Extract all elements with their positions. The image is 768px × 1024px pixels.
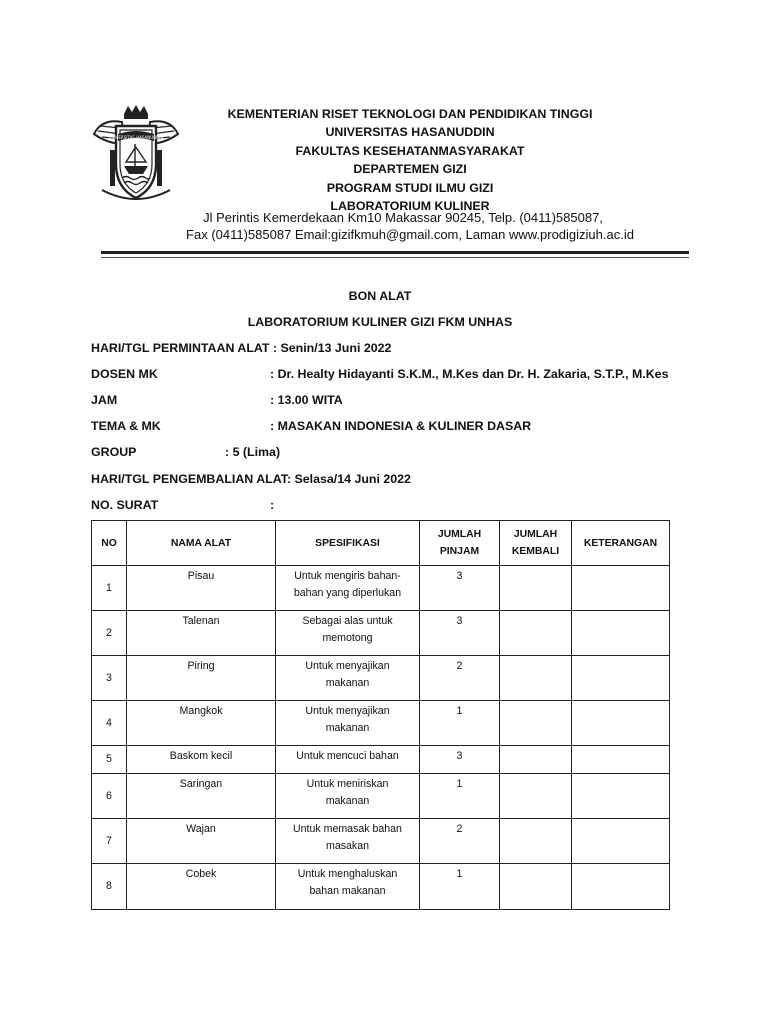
equipment-table	[91, 520, 670, 910]
cell-borrow: 3	[420, 566, 500, 611]
cell-spec	[276, 819, 420, 864]
theme-label: TEMA & MK	[91, 419, 161, 433]
cell-borrow: 1	[420, 864, 500, 910]
cell-spec-line: bahan makanan	[309, 885, 386, 897]
cell-no: 6	[92, 774, 127, 819]
col-header-borrow-line2: PINJAM	[439, 546, 480, 557]
cell-note	[572, 774, 670, 819]
cell-spec-line: makanan	[325, 795, 370, 807]
cell-spec-line: makanan	[325, 677, 370, 689]
col-header-return-line1: JUMLAH	[513, 529, 558, 540]
cell-spec-line: Sebagai alas untuk	[302, 615, 393, 627]
cell-name: Piring	[127, 656, 276, 701]
cell-no: 8	[92, 864, 127, 910]
table-header-row	[92, 521, 670, 566]
cell-spec	[276, 774, 420, 819]
lecturer-label: DOSEN MK	[91, 367, 158, 381]
cell-name: Cobek	[127, 864, 276, 910]
cell-note	[572, 566, 670, 611]
letterhead-address: Jl Perintis Kemerdekaan Km10 Makassar 90245, Telp. (0411)585087,	[203, 210, 603, 225]
cell-no: 3	[92, 656, 127, 701]
letterhead-line: UNIVERSITAS HASANUDDIN	[325, 125, 495, 140]
cell-no: 5	[92, 746, 127, 774]
document-subtitle: LABORATORIUM KULINER GIZI FKM UNHAS	[247, 315, 513, 329]
table-row	[92, 566, 670, 611]
cell-name: Wajan	[127, 819, 276, 864]
cell-spec-line: memotong	[322, 632, 373, 644]
cell-borrow: 2	[420, 819, 500, 864]
cell-note	[572, 656, 670, 701]
letterhead-line: LABORATORIUM KULINER	[330, 199, 490, 214]
table-row	[92, 656, 670, 701]
letterhead-line: KEMENTERIAN RISET TEKNOLOGI DAN PENDIDIKAN TINGGI	[227, 107, 593, 121]
table-row	[92, 774, 670, 819]
letterhead-line: PROGRAM STUDI ILMU GIZI	[326, 180, 494, 195]
group-label: GROUP	[91, 445, 137, 459]
cell-returned	[500, 774, 572, 819]
cell-spec-line: bahan yang diperlukan	[293, 587, 402, 599]
document-title: BON ALAT	[348, 289, 412, 303]
cell-returned	[500, 611, 572, 656]
cell-returned	[500, 701, 572, 746]
cell-note	[572, 819, 670, 864]
cell-name: Talenan	[127, 611, 276, 656]
cell-spec-line: Untuk mengiris bahan-	[294, 570, 401, 582]
cell-returned	[500, 864, 572, 910]
cell-note	[572, 701, 670, 746]
cell-borrow: 3	[420, 611, 500, 656]
cell-returned	[500, 566, 572, 611]
return-date-label: HARI/TGL PENGEMBALIAN ALAT: Selasa/14 Juni 2022	[91, 472, 411, 486]
cell-borrow: 3	[420, 746, 500, 774]
cell-no: 1	[92, 566, 127, 611]
lecturer-value: : Dr. Healty Hidayanti S.K.M., M.Kes dan Dr. H. Zakaria, S.T.P., M.Kes	[270, 367, 669, 381]
cell-note	[572, 746, 670, 774]
cell-note	[572, 864, 670, 910]
cell-spec	[276, 701, 420, 746]
col-header-note: KETERANGAN	[572, 521, 670, 566]
letter-number-value: :	[270, 498, 275, 512]
group-value: : 5 (Lima)	[225, 445, 281, 459]
cell-borrow: 1	[420, 701, 500, 746]
cell-spec-line: masakan	[326, 840, 369, 852]
letterhead-title-block	[150, 105, 670, 215]
cell-returned	[500, 819, 572, 864]
cell-name: Baskom kecil	[127, 746, 276, 774]
cell-spec	[276, 864, 420, 910]
table-row	[92, 611, 670, 656]
table-row	[92, 819, 670, 864]
cell-spec-line: Untuk menyajikan	[305, 705, 390, 717]
cell-spec-line: Untuk menghaluskan	[297, 868, 398, 880]
letterhead-line: DEPARTEMEN GIZI	[353, 162, 467, 177]
table-row	[92, 701, 670, 746]
col-header-no: NO	[92, 521, 127, 566]
col-header-return	[500, 521, 572, 566]
cell-no: 4	[92, 701, 127, 746]
col-header-name: NAMA ALAT	[127, 521, 276, 566]
theme-value: : MASAKAN INDONESIA & KULINER DASAR	[270, 419, 532, 433]
time-value: : 13.00 WITA	[270, 393, 343, 407]
cell-spec-line: Untuk memasak bahan	[293, 823, 402, 835]
table-row	[92, 746, 670, 774]
cell-spec	[276, 566, 420, 611]
letterhead-line: FAKULTAS KESEHATANMASYARAKAT	[295, 143, 525, 158]
cell-spec	[276, 611, 420, 656]
table-row	[92, 864, 670, 910]
cell-name: Pisau	[127, 566, 276, 611]
cell-spec	[276, 656, 420, 701]
cell-returned	[500, 656, 572, 701]
cell-spec	[276, 746, 420, 774]
cell-note	[572, 611, 670, 656]
cell-no: 2	[92, 611, 127, 656]
time-label: JAM	[91, 393, 118, 407]
cell-spec-line: Untuk mencuci bahan	[296, 750, 399, 762]
request-date-label: HARI/TGL PERMINTAAN ALAT : Senin/13 Juni 2022	[91, 341, 392, 355]
cell-borrow: 2	[420, 656, 500, 701]
cell-borrow: 1	[420, 774, 500, 819]
letterhead-contact: Fax (0411)585087 Email:gizifkmuh@gmail.com, Laman www.prodigiziuh.ac.id	[186, 227, 634, 242]
col-header-borrow-line1: JUMLAH	[437, 529, 482, 540]
cell-no: 7	[92, 819, 127, 864]
letter-number-label: NO. SURAT	[91, 498, 159, 512]
letterhead-divider	[101, 251, 689, 254]
cell-returned	[500, 746, 572, 774]
col-header-spec: SPESIFIKASI	[276, 521, 420, 566]
cell-name: Mangkok	[127, 701, 276, 746]
col-header-return-line2: KEMBALI	[511, 546, 560, 557]
cell-spec-line: Untuk menyajikan	[305, 660, 390, 672]
cell-name: Saringan	[127, 774, 276, 819]
svg-text:UNIVERSITAS HASANUDDIN: UNIVERSITAS HASANUDDIN	[108, 135, 164, 140]
cell-spec-line: makanan	[325, 722, 370, 734]
letterhead-divider-thin	[101, 257, 689, 258]
cell-spec-line: Untuk meniriskan	[306, 778, 389, 790]
col-header-borrow	[420, 521, 500, 566]
